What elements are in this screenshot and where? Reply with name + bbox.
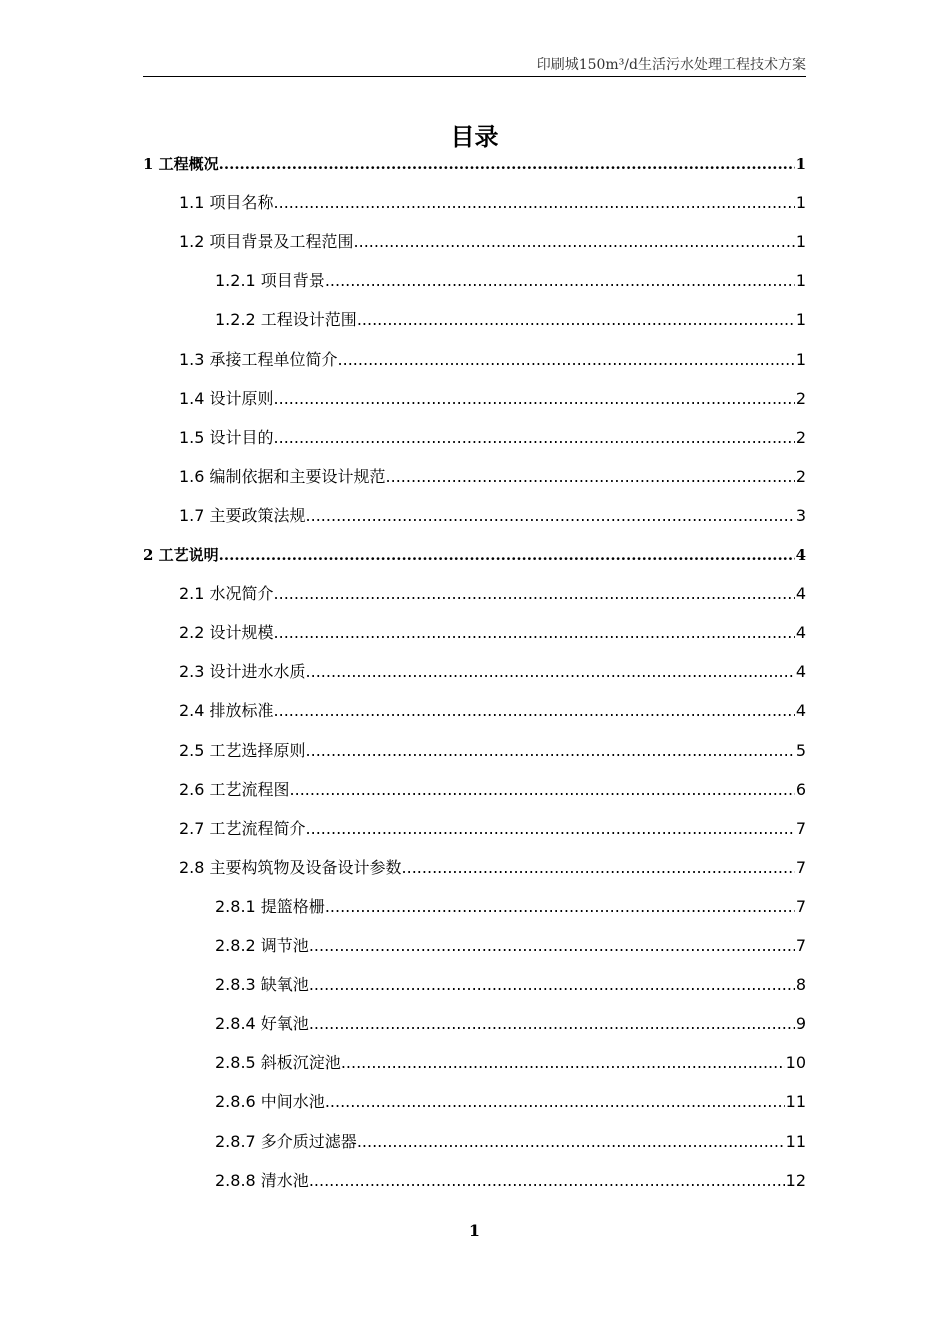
toc-entry-label: 2.3 设计进水水质 [179,662,306,682]
toc-entry[interactable] [179,346,806,374]
toc-dot-leader [357,306,795,334]
toc-dot-leader [309,1010,795,1038]
toc-entry-label: 2.8.6 中间水池 [215,1092,325,1112]
header-rule [143,76,806,77]
toc-entry-label: 2.1 水况简介 [179,584,274,604]
toc-entry[interactable] [179,697,806,725]
toc-entry-label: 2.5 工艺选择原则 [179,740,306,760]
toc-entry-label: 2.4 排放标准 [179,701,274,721]
toc-title: 目录 [450,122,499,151]
toc-entry-label: 1.2.1 项目背景 [215,271,325,291]
toc-entry[interactable] [179,502,806,530]
toc-dot-leader [274,580,795,608]
toc-entry-label: 1.4 设计原则 [179,388,274,408]
toc-entry-label: 1.2.2 工程设计范围 [215,310,357,330]
toc-entry-page: 2 [795,388,806,408]
toc-entry-page: 8 [795,975,806,995]
toc-entry-page: 4 [795,623,806,643]
toc-entry-page: 11 [785,1131,806,1151]
toc-entry[interactable] [179,658,806,686]
toc-entry-page: 2 [795,427,806,447]
toc-entry[interactable] [179,189,806,217]
toc-entry-label: 1.1 项目名称 [179,193,274,213]
toc-entry-page: 12 [785,1170,806,1190]
toc-dot-leader [274,385,795,413]
toc-entry[interactable] [179,815,806,843]
toc-dot-leader [306,658,795,686]
toc-entry-page: 1 [795,155,806,173]
toc-entry-label: 1.3 承接工程单位简介 [179,349,338,369]
toc-entry-label: 2.8.3 缺氧池 [215,975,309,995]
toc-entry[interactable] [143,541,806,569]
toc-entry-page: 2 [795,466,806,486]
toc-dot-leader [306,737,795,765]
toc-dot-leader [306,502,795,530]
toc-entry-label: 1.7 主要政策法规 [179,505,306,525]
toc-entry-label: 1.2 项目背景及工程范围 [179,232,354,252]
toc-entry[interactable] [179,854,806,882]
toc-entry[interactable] [179,776,806,804]
toc-dot-leader [219,541,795,569]
toc-entry[interactable] [215,1128,806,1156]
toc-dot-leader [274,697,795,725]
toc-entry-page: 1 [795,271,806,291]
toc-entry-label: 1.5 设计目的 [179,427,274,447]
toc-entry-page: 1 [795,349,806,369]
toc-dot-leader [309,1167,785,1195]
toc-entry[interactable] [215,932,806,960]
toc-entry-page: 7 [795,936,806,955]
toc-entry-page: 3 [795,505,806,525]
toc-entry-label: 2.8.8 清水池 [215,1170,309,1190]
toc-dot-leader [309,971,795,999]
toc-entry-label: 2 工艺说明 [143,546,219,564]
toc-entry-page: 1 [795,232,806,252]
toc-entry[interactable] [179,619,806,647]
toc-entry-page: 11 [785,1092,806,1112]
toc-entry-label: 2.8.7 多介质过滤器 [215,1131,357,1151]
toc-dot-leader [274,189,795,217]
toc-dot-leader [354,228,795,256]
toc-entry[interactable] [179,463,806,491]
toc-dot-leader [325,893,795,921]
toc-dot-leader [341,1049,785,1077]
toc-entry[interactable] [215,1010,806,1038]
toc-entry[interactable] [215,1167,806,1195]
toc-entry-label: 2.8.4 好氧池 [215,1014,309,1034]
toc-entry-page: 7 [795,857,806,877]
toc-entry-page: 1 [795,310,806,330]
toc-entry-page: 9 [795,1014,806,1034]
toc-entry-page: 5 [795,740,806,760]
toc-entry-label: 2.8.1 提篮格栅 [215,896,325,916]
toc-entry-page: 4 [795,701,806,721]
toc-entry-label: 2.8.5 斜板沉淀池 [215,1053,341,1073]
toc-entry[interactable] [179,385,806,413]
toc-entry-page: 4 [795,584,806,604]
toc-entry[interactable] [215,893,806,921]
toc-entry[interactable] [143,150,806,178]
toc-dot-leader [309,932,795,960]
toc-dot-leader [274,424,795,452]
toc-entry[interactable] [179,228,806,256]
toc-entry-label: 1 工程概况 [143,155,219,173]
toc-dot-leader [290,776,795,804]
toc-entry-label: 1.6 编制依据和主要设计规范 [179,466,386,486]
toc-entry[interactable] [179,737,806,765]
toc-entry-label: 2.2 设计规模 [179,623,274,643]
toc-entry-page: 4 [795,662,806,682]
toc-dot-leader [325,1088,785,1116]
toc-entry-label: 2.6 工艺流程图 [179,779,290,799]
running-header: 印刷城150m³/d生活污水处理工程技术方案 [536,57,806,73]
toc-entry[interactable] [215,267,806,295]
toc-entry-label: 2.8.2 调节池 [215,936,309,955]
toc-entry-page: 7 [795,896,806,916]
toc-dot-leader [338,346,795,374]
toc-entry[interactable] [179,424,806,452]
toc-dot-leader [274,619,795,647]
toc-dot-leader [325,267,795,295]
toc-dot-leader [386,463,795,491]
toc-entry[interactable] [179,580,806,608]
toc-entry[interactable] [215,306,806,334]
toc-entry-label: 2.8 主要构筑物及设备设计参数 [179,857,402,877]
toc-dot-leader [306,815,795,843]
toc-entry[interactable] [215,1088,806,1116]
toc-entry-page: 10 [785,1053,806,1073]
toc-entry[interactable] [215,971,806,999]
toc-entry-label: 2.7 工艺流程简介 [179,818,306,838]
toc-dot-leader [402,854,795,882]
toc-dot-leader [219,150,795,178]
toc-entry-page: 4 [795,546,806,564]
toc-entry-page: 6 [795,779,806,799]
toc-entry-page: 1 [795,193,806,213]
toc-entry-page: 7 [795,818,806,838]
toc-dot-leader [357,1128,785,1156]
page-number: 1 [468,1221,481,1240]
toc-entry[interactable] [215,1049,806,1077]
